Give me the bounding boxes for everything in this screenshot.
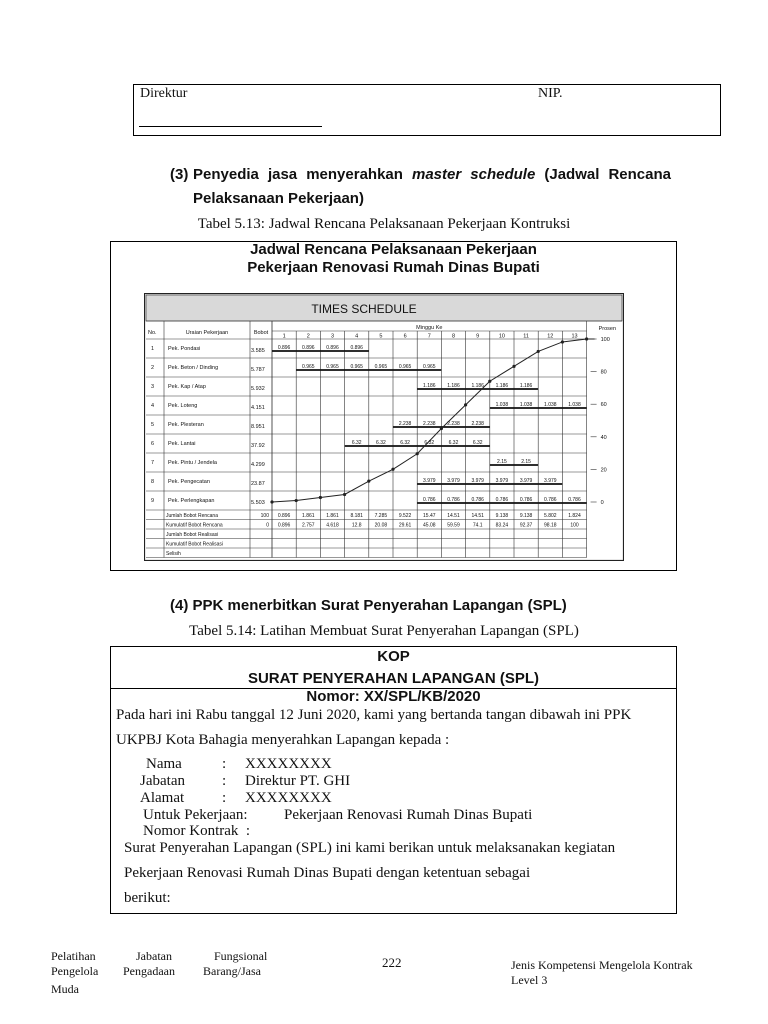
- spl-paragraph-2-line1: Surat Penyerahan Lapangan (SPL) ini kami berikan untuk melaksanakan kegiatan: [124, 840, 616, 856]
- schedule-header-uraian: Uraian Pekerjaan: [185, 330, 229, 336]
- schedule-week-number: 3: [330, 333, 335, 340]
- schedule-bar-value: 2.238: [398, 421, 412, 427]
- schedule-row-name: Pek. Lantai: [168, 441, 196, 447]
- footer-left-word: Fungsional: [214, 949, 268, 963]
- schedule-bar-value: 2.238: [471, 421, 484, 427]
- page-number: 222: [382, 955, 402, 970]
- schedule-prosen-label: 80: [600, 369, 607, 376]
- schedule-summary-label: Kumulatif Bobot Rencana: [166, 522, 223, 529]
- schedule-row-bobot: 5.787: [251, 367, 265, 373]
- schedule-bar-value: 3.979: [423, 478, 436, 484]
- schedule-row-name: Pek. Pengecatan: [168, 479, 210, 485]
- schedule-bar-value: 0.965: [350, 364, 363, 370]
- section-4-heading: (4) PPK menerbitkan Surat Penyerahan Lapangan (SPL): [170, 597, 567, 614]
- schedule-row-no: 6: [151, 441, 155, 447]
- schedule-bar-value: 0.786: [471, 497, 484, 503]
- spl-field-colon: :: [222, 756, 227, 772]
- schedule-bar-value: 2.238: [423, 421, 436, 427]
- schedule-bar-value: 1.038: [544, 402, 557, 408]
- signature-nip-label: NIP.: [538, 86, 563, 101]
- spl-field-value: XXXXXXXX: [245, 756, 332, 772]
- schedule-bar-value: 0.965: [374, 364, 388, 370]
- schedule-summary-value: 9.138: [519, 513, 533, 519]
- spl-untuk-value: Pekerjaan Renovasi Rumah Dinas Bupati: [284, 807, 533, 823]
- schedule-bar-value: 1.038: [495, 402, 509, 408]
- schedule-title-line1: Jadwal Rencana Pelaksanaan Pekerjaan: [250, 241, 537, 258]
- schedule-bar-value: 0.786: [495, 497, 509, 503]
- footer-left-word: Pengadaan: [123, 964, 175, 978]
- signature-line: [139, 126, 322, 127]
- spl-paragraph-1-line1: Pada hari ini Rabu tanggal 12 Juni 2020, kami yang bertanda tangan dibawah ini PPK: [116, 707, 632, 723]
- schedule-s-curve-point: [270, 500, 273, 503]
- schedule-summary-value: 4.618: [326, 522, 339, 529]
- table-caption-5-14: Tabel 5.14: Latihan Membuat Surat Penyerahan Lapangan (SPL): [189, 623, 579, 639]
- schedule-summary-value: 14.51: [471, 513, 484, 519]
- spl-field-value: Direktur PT. GHI: [245, 773, 351, 789]
- spl-field-label: Alamat: [140, 790, 185, 806]
- table-caption-5-13: Tabel 5.13: Jadwal Rencana Pelaksanaan Pekerjaan Kontruksi: [197, 216, 571, 232]
- schedule-prosen-label: 100: [600, 337, 610, 343]
- schedule-row-name: Pek. Plesteran: [168, 422, 204, 428]
- schedule-summary-value: 15.47: [423, 513, 436, 519]
- schedule-summary-value: 92.37: [519, 522, 533, 529]
- schedule-s-curve-point: [416, 452, 419, 455]
- schedule-summary-value: 45.08: [423, 522, 436, 529]
- spl-untuk-label: Untuk Pekerjaan:: [143, 807, 248, 823]
- schedule-week-number: 6: [403, 333, 407, 340]
- schedule-bar-value: 0.786: [447, 497, 460, 503]
- section-3-number: (3): [170, 166, 189, 183]
- footer-right-line2: Level 3: [511, 973, 548, 987]
- schedule-s-curve-point: [512, 365, 515, 368]
- footer-left-word: Pengelola: [51, 964, 99, 978]
- spl-kop: KOP: [377, 648, 410, 665]
- schedule-summary-value: 7.285: [374, 513, 388, 519]
- schedule-bar-value: 0.965: [326, 364, 339, 370]
- schedule-s-curve-point: [561, 340, 564, 343]
- schedule-bar-value: 2.15: [521, 459, 531, 465]
- schedule-summary-value: 0.896: [277, 513, 291, 519]
- signature-box: [133, 84, 721, 136]
- spl-field-label: Nama: [146, 756, 182, 772]
- schedule-s-curve-point: [367, 480, 370, 483]
- schedule-bar-value: 3.979: [495, 478, 509, 484]
- schedule-week-number: 11: [523, 333, 529, 340]
- schedule-bar-value: 3.979: [544, 478, 557, 484]
- schedule-summary-value: 1.861: [326, 513, 339, 519]
- schedule-week-number: 8: [451, 333, 456, 340]
- schedule-bar-value: 1.186: [447, 383, 460, 389]
- schedule-summary-value: 59.59: [447, 522, 460, 529]
- schedule-summary-value: 100: [570, 522, 579, 529]
- schedule-bar-value: 1.038: [568, 402, 581, 408]
- schedule-bar-value: 3.979: [471, 478, 484, 484]
- schedule-header-prosen: Prosen: [598, 326, 617, 332]
- schedule-summary-value: 83.24: [495, 522, 509, 529]
- spl-nomor-kontrak: Nomor Kontrak :: [143, 823, 251, 839]
- schedule-summary-value: 1.861: [302, 513, 315, 519]
- schedule-summary-value: 14.51: [447, 513, 460, 519]
- schedule-bar-value: 3.979: [447, 478, 460, 484]
- schedule-prosen-label: 60: [600, 402, 607, 409]
- schedule-summary-value: 8.181: [350, 513, 363, 519]
- schedule-s-curve-point: [391, 468, 394, 471]
- schedule-bar-value: 2.15: [497, 459, 507, 465]
- schedule-summary-value: 0.896: [277, 522, 291, 529]
- spl-nomor: Nomor: XX/SPL/KB/2020: [306, 688, 481, 705]
- schedule-row-bobot: 5.503: [251, 500, 265, 506]
- schedule-week-number: 2: [306, 333, 310, 340]
- schedule-summary-value: 1.824: [568, 513, 581, 519]
- schedule-summary-label: Jumlah Bobot Rencana: [166, 513, 218, 519]
- schedule-summary-total: 100: [260, 513, 269, 519]
- schedule-row-no: 5: [151, 422, 155, 428]
- footer-left-word: Jabatan: [136, 949, 172, 963]
- spl-paragraph-1-line2: UKPBJ Kota Bahagia menyerahkan Lapangan kepada :: [116, 732, 450, 748]
- schedule-summary-value: 98.18: [544, 522, 557, 529]
- spl-title: SURAT PENYERAHAN LAPANGAN (SPL): [247, 670, 540, 687]
- schedule-bar-value: 0.786: [423, 497, 436, 503]
- schedule-s-curve-point: [319, 496, 322, 499]
- section-3-heading-line2: Pelaksanaan Pekerjaan): [193, 190, 364, 207]
- schedule-bar-value: 1.186: [495, 383, 509, 389]
- schedule-bar-value: 0.896: [302, 345, 315, 351]
- schedule-s-curve-point: [440, 427, 443, 430]
- schedule-bar-value: 1.186: [471, 383, 484, 389]
- schedule-row-bobot: 3.585: [251, 348, 265, 354]
- footer-left-word: Barang/Jasa: [203, 964, 261, 978]
- schedule-summary-value: 12.8: [351, 522, 362, 529]
- spl-field-label: Jabatan: [140, 773, 185, 789]
- schedule-summary-value: 5.802: [544, 513, 557, 519]
- schedule-bar-value: 0.786: [544, 497, 557, 503]
- spl-field-colon: :: [222, 790, 227, 806]
- schedule-row-bobot: 5.932: [251, 386, 265, 392]
- schedule-row-no: 1: [151, 346, 155, 352]
- schedule-s-curve-point: [537, 350, 540, 353]
- schedule-bar-value: 0.786: [519, 497, 533, 503]
- footer-left-word: Pelatihan: [51, 949, 96, 963]
- schedule-row-name: Pek. Loteng: [168, 403, 198, 409]
- schedule-row-bobot: 8.951: [251, 424, 265, 430]
- schedule-title-line2: Pekerjaan Renovasi Rumah Dinas Bupati: [247, 259, 540, 276]
- schedule-bar-value: 1.038: [519, 402, 533, 408]
- schedule-s-curve-point: [464, 403, 467, 406]
- schedule-row-no: 2: [151, 365, 155, 371]
- schedule-s-curve-point: [488, 380, 491, 383]
- schedule-row-name: Pek. Beton / Dinding: [168, 365, 219, 371]
- schedule-row-no: 3: [151, 384, 155, 390]
- schedule-row-no: 4: [151, 403, 155, 409]
- schedule-summary-value: 29.61: [398, 522, 412, 529]
- schedule-bar-value: 0.896: [326, 345, 339, 351]
- schedule-week-number: 5: [379, 333, 383, 340]
- schedule-row-bobot: 23.87: [251, 481, 265, 487]
- schedule-row-name: Pek. Pintu / Jendela: [168, 460, 217, 466]
- times-schedule-table: [144, 293, 624, 561]
- schedule-header-bobot: Bobot: [253, 330, 269, 336]
- schedule-bar-value: 3.979: [519, 478, 533, 484]
- schedule-week-number: 4: [355, 333, 359, 340]
- schedule-bar-value: 6.32: [351, 440, 362, 446]
- schedule-s-curve-point: [343, 493, 346, 496]
- schedule-prosen-label: 40: [600, 434, 607, 441]
- schedule-s-curve-point: [295, 499, 298, 502]
- schedule-summary-value: 9.138: [495, 513, 509, 519]
- schedule-summary-value: 74.1: [472, 522, 483, 529]
- schedule-row-no: 7: [151, 460, 155, 466]
- schedule-bar-value: 1.186: [423, 383, 436, 389]
- schedule-week-number: 9: [476, 333, 480, 340]
- schedule-row-no: 8: [151, 479, 155, 485]
- schedule-bar-value: 6.32: [400, 440, 410, 446]
- schedule-row-bobot: 4.151: [251, 405, 265, 411]
- schedule-row-no: 9: [151, 498, 155, 504]
- schedule-row-name: Pek. Pondasi: [168, 346, 201, 352]
- section-3-heading-line1: Penyedia jasa menyerahkan master schedule (Jadwal Rencana: [193, 166, 671, 183]
- schedule-banner-text: TIMES SCHEDULE: [311, 302, 417, 316]
- schedule-bar-value: 1.186: [519, 383, 533, 389]
- schedule-week-number: 13: [571, 333, 578, 340]
- schedule-summary-label: Selisih: [166, 551, 181, 557]
- signature-direktur-label: Direktur: [140, 86, 188, 101]
- schedule-summary-label: Jumlah Bobot Realisasi: [166, 532, 219, 538]
- schedule-prosen-label: 20: [600, 467, 607, 474]
- schedule-bar-value: 0.965: [423, 364, 436, 370]
- schedule-header-no: No.: [148, 330, 157, 336]
- schedule-header-minggu: Minggu Ke: [416, 325, 443, 331]
- spl-field-value: XXXXXXXX: [245, 790, 332, 806]
- spl-paragraph-2-line2: Pekerjaan Renovasi Rumah Dinas Bupati dengan ketentuan sebagai: [124, 865, 531, 881]
- schedule-bar-value: 6.32: [448, 440, 459, 446]
- schedule-bar-value: 6.32: [376, 440, 386, 446]
- schedule-bar-value: 0.965: [398, 364, 412, 370]
- footer-right-line1: Jenis Kompetensi Mengelola Kontrak: [511, 958, 693, 972]
- schedule-prosen-label: 0: [600, 500, 604, 506]
- schedule-row-bobot: 4.299: [251, 462, 265, 468]
- schedule-week-number: 7: [427, 333, 431, 340]
- schedule-bar-value: 0.965: [302, 364, 315, 370]
- schedule-summary-value: 9.522: [398, 513, 412, 519]
- schedule-summary-value: 2.757: [302, 522, 315, 529]
- spl-paragraph-2-line3: berikut:: [124, 890, 171, 906]
- schedule-bar-value: 6.32: [472, 440, 483, 446]
- schedule-summary-label: Kumulatif Bobot Realisasi: [166, 541, 223, 548]
- schedule-bar-value: 6.32: [424, 440, 435, 446]
- schedule-bar-value: 0.786: [568, 497, 581, 503]
- schedule-week-number: 1: [282, 333, 286, 340]
- schedule-row-name: Pek. Kap / Atap: [168, 384, 206, 390]
- schedule-week-number: 12: [547, 333, 554, 340]
- schedule-bar-value: 0.896: [277, 345, 291, 351]
- spl-field-colon: :: [222, 773, 227, 789]
- schedule-row-bobot: 37.92: [251, 443, 265, 449]
- schedule-summary-total: 0: [266, 522, 269, 529]
- schedule-row-name: Pek. Perlengkapan: [168, 498, 215, 504]
- schedule-bar-value: 2.238: [447, 421, 460, 427]
- schedule-bar-value: 0.896: [350, 345, 363, 351]
- schedule-summary-value: 20.08: [374, 522, 388, 529]
- schedule-week-number: 10: [498, 333, 505, 340]
- footer-left-word: Muda: [51, 982, 79, 996]
